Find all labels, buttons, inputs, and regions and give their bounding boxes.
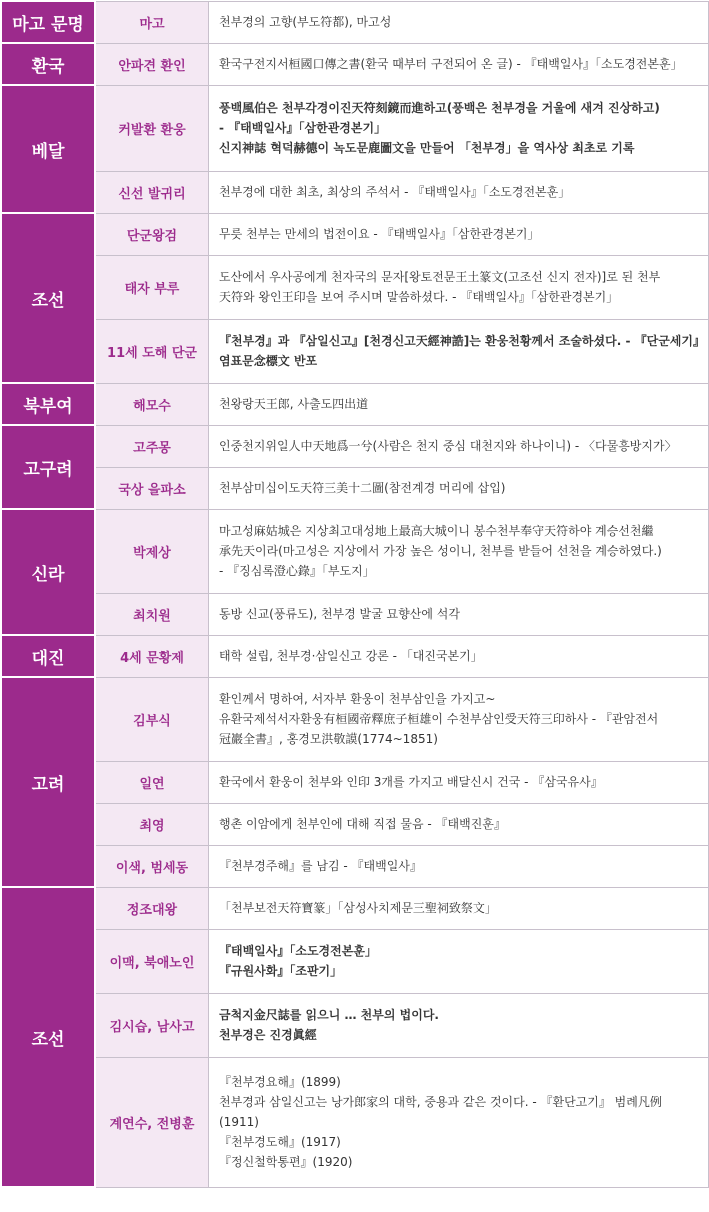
table-row bbox=[1, 319, 709, 383]
content-line: 풍백風伯은 천부각경이진天符刻鏡而進하고(풍백은 천부경을 거울에 새겨 진상하고) bbox=[219, 101, 660, 115]
person-cell: 마고 bbox=[95, 1, 209, 43]
content-cell bbox=[209, 1057, 709, 1187]
era-cell: 고구려 bbox=[1, 425, 95, 509]
content-cell bbox=[209, 255, 709, 319]
person-cell: 단군왕검 bbox=[95, 213, 209, 255]
content-line: 천부삼미십이도天符三美十二圖(참전계경 머리에 삽입) bbox=[219, 481, 506, 495]
era-cell: 조선 bbox=[1, 887, 95, 1187]
person-cell: 신선 발귀리 bbox=[95, 171, 209, 213]
content-cell bbox=[209, 929, 709, 993]
person-cell: 일연 bbox=[95, 761, 209, 803]
table-row bbox=[1, 213, 709, 255]
person-cell: 최영 bbox=[95, 803, 209, 845]
content-line: 『천부경요해』(1899) bbox=[219, 1075, 341, 1089]
content-cell bbox=[209, 425, 709, 467]
table-row bbox=[1, 761, 709, 803]
person-cell: 이색, 범세동 bbox=[95, 845, 209, 887]
content-line: 환국구전지서桓國口傳之書(환국 때부터 구전되어 온 글) - 『태백일사』「소도경전본훈」 bbox=[219, 57, 683, 71]
era-cell: 신라 bbox=[1, 509, 95, 635]
table-row bbox=[1, 1, 709, 43]
content-cell bbox=[209, 213, 709, 255]
content-line: 환인께서 명하여, 서자부 환웅이 천부삼인을 가지고~ bbox=[219, 692, 496, 706]
table-row bbox=[1, 425, 709, 467]
content-cell bbox=[209, 677, 709, 761]
content-cell bbox=[209, 85, 709, 171]
content-line: 신지神誌 혁덕赫德이 녹도문鹿圖文을 만들어 「천부경」을 역사상 최초로 기록 bbox=[219, 141, 635, 155]
table-row bbox=[1, 845, 709, 887]
content-cell bbox=[209, 43, 709, 85]
content-line: 도산에서 우사공에게 천자국의 문자[왕토전문王土篆文(고조선 신지 전자)]로 된 천부 bbox=[219, 270, 661, 284]
content-cell bbox=[209, 467, 709, 509]
content-line: 행촌 이암에게 천부인에 대해 직접 물음 - 『태백진훈』 bbox=[219, 817, 506, 831]
content-cell bbox=[209, 593, 709, 635]
content-cell bbox=[209, 1, 709, 43]
table-row bbox=[1, 467, 709, 509]
person-cell: 안파견 환인 bbox=[95, 43, 209, 85]
person-cell: 김시습, 남사고 bbox=[95, 993, 209, 1057]
person-cell: 국상 을파소 bbox=[95, 467, 209, 509]
content-line: - 『태백일사』「삼한관경본기」 bbox=[219, 121, 387, 135]
content-cell bbox=[209, 171, 709, 213]
table-row bbox=[1, 929, 709, 993]
content-line: 무릇 천부는 만세의 법전이요 - 『태백일사』「삼한관경본기」 bbox=[219, 227, 540, 241]
content-line: 유환국제석서자환웅有桓國帝釋庶子桓雄이 수천부삼인受天符三印하사 - 『관암전서 bbox=[219, 712, 659, 726]
table-row bbox=[1, 993, 709, 1057]
person-cell: 4세 문황제 bbox=[95, 635, 209, 677]
content-line: 동방 신교(풍류도), 천부경 발굴 묘향산에 석각 bbox=[219, 607, 460, 621]
content-line: 천왕랑天王郎, 사출도四出道 bbox=[219, 397, 369, 411]
person-cell: 11세 도해 단군 bbox=[95, 319, 209, 383]
content-line: 「천부보전天符寶篆」「삼성사치제문三聖祠致祭文」 bbox=[219, 901, 497, 915]
table-row bbox=[1, 887, 709, 929]
table-row bbox=[1, 803, 709, 845]
content-cell bbox=[209, 383, 709, 425]
content-line: 염표문念標文 반포 bbox=[219, 354, 318, 368]
person-cell: 최치원 bbox=[95, 593, 209, 635]
table-row bbox=[1, 677, 709, 761]
content-line: 冠巖全書』, 홍경모洪敬謨(1774~1851) bbox=[219, 732, 438, 746]
content-line: - 『징심록澄心錄』「부도지」 bbox=[219, 564, 375, 578]
table-row bbox=[1, 171, 709, 213]
content-cell bbox=[209, 761, 709, 803]
content-line: 『천부경주해』를 남김 - 『태백일사』 bbox=[219, 859, 422, 873]
table-row bbox=[1, 1057, 709, 1187]
content-line: 『정신철학통편』(1920) bbox=[219, 1155, 353, 1169]
era-cell: 환국 bbox=[1, 43, 95, 85]
table-row bbox=[1, 509, 709, 593]
person-cell: 커발환 환웅 bbox=[95, 85, 209, 171]
content-cell bbox=[209, 319, 709, 383]
content-line: 천부경의 고향(부도符都), 마고성 bbox=[219, 15, 392, 29]
era-cell: 북부여 bbox=[1, 383, 95, 425]
content-line: 천부경과 삼일신고는 낭가郎家의 대학, 중용과 같은 것이다. - 『환단고기』 범례凡例 bbox=[219, 1095, 662, 1109]
table-row bbox=[1, 255, 709, 319]
person-cell: 이맥, 북애노인 bbox=[95, 929, 209, 993]
content-line: 『규원사화』「조판기」 bbox=[219, 964, 343, 978]
content-cell bbox=[209, 635, 709, 677]
content-line: 천부경에 대한 최초, 최상의 주석서 - 『태백일사』「소도경전본훈」 bbox=[219, 185, 571, 199]
content-line: 承先天이라(마고성은 지상에서 가장 높은 성이니, 천부를 받들어 선천을 계승하였다.) bbox=[219, 544, 662, 558]
era-cell: 마고 문명 bbox=[1, 1, 95, 43]
content-line: 『천부경』과 『삼일신고』[천경신고天經神誥]는 환웅천황께서 조술하셨다. - 『단군세기』 bbox=[219, 334, 705, 348]
era-cell: 베달 bbox=[1, 85, 95, 213]
person-cell: 박제상 bbox=[95, 509, 209, 593]
person-cell: 고주몽 bbox=[95, 425, 209, 467]
era-cell: 조선 bbox=[1, 213, 95, 383]
content-cell bbox=[209, 509, 709, 593]
content-line: 인중천지위일人中天地爲一兮(사람은 천지 중심 대천지와 하나이니) - 〈다물흥방지가〉 bbox=[219, 439, 677, 453]
content-line: 태학 설립, 천부경·삼일신고 강론 - 「대진국본기」 bbox=[219, 649, 483, 663]
content-line: 마고성麻姑城은 지상최고대성地上最高大城이니 봉수천부奉守天符하야 계승선천繼 bbox=[219, 524, 654, 538]
person-cell: 태자 부루 bbox=[95, 255, 209, 319]
content-cell bbox=[209, 993, 709, 1057]
person-cell: 정조대왕 bbox=[95, 887, 209, 929]
content-line: 『천부경도해』(1917) bbox=[219, 1135, 341, 1149]
content-line: 금척지金尺誌를 읽으니 … 천부의 법이다. bbox=[219, 1008, 439, 1022]
table-row bbox=[1, 593, 709, 635]
table-row bbox=[1, 383, 709, 425]
person-cell: 김부식 bbox=[95, 677, 209, 761]
content-line: (1911) bbox=[219, 1115, 259, 1129]
person-cell: 계연수, 전병훈 bbox=[95, 1057, 209, 1187]
era-cell: 대진 bbox=[1, 635, 95, 677]
content-line: 天符와 왕인王印을 보여 주시며 말씀하셨다. - 『태백일사』「삼한관경본기」 bbox=[219, 290, 619, 304]
era-cell: 고려 bbox=[1, 677, 95, 887]
content-cell bbox=[209, 803, 709, 845]
table-row bbox=[1, 43, 709, 85]
table-row bbox=[1, 85, 709, 171]
content-line: 천부경은 진경眞經 bbox=[219, 1028, 317, 1042]
content-cell bbox=[209, 887, 709, 929]
content-line: 『태백일사』「소도경전본훈」 bbox=[219, 944, 377, 958]
table-row bbox=[1, 635, 709, 677]
person-cell: 해모수 bbox=[95, 383, 209, 425]
content-line: 환국에서 환웅이 천부와 인印 3개를 가지고 배달신시 건국 - 『삼국유사』 bbox=[219, 775, 603, 789]
content-cell bbox=[209, 845, 709, 887]
